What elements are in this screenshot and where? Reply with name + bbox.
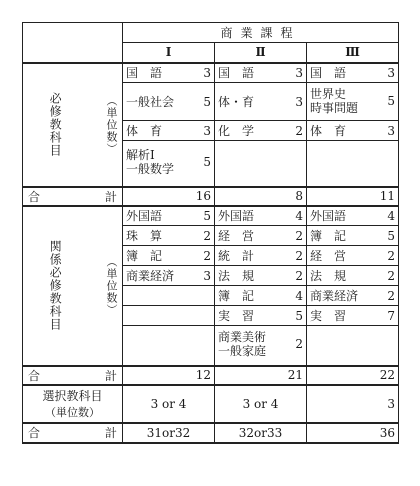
course-title: 商業課程 bbox=[123, 23, 399, 43]
s2-units: 2 bbox=[295, 337, 303, 352]
section2-label-main: 関係必修教科目 bbox=[48, 240, 63, 331]
s1-units: 2 bbox=[295, 123, 303, 138]
s2-cell bbox=[123, 226, 215, 246]
s1-total-label-a: 合 bbox=[28, 189, 41, 204]
s2-cell bbox=[215, 286, 307, 306]
s1-cell bbox=[123, 141, 215, 187]
grand-total-value: 36 bbox=[307, 423, 399, 443]
grand-total-value: 32or33 bbox=[215, 423, 307, 443]
elective-label-sub: （単位数） bbox=[45, 406, 100, 419]
col-header-1: Ⅰ bbox=[123, 43, 215, 63]
s2-units: 3 bbox=[203, 268, 211, 283]
s2-subject: 商業経済 bbox=[126, 269, 175, 283]
s1-units: 3 bbox=[295, 94, 303, 109]
s2-subject: 外国語 bbox=[218, 209, 255, 224]
s1-cell bbox=[123, 121, 215, 141]
s2-total: 12 bbox=[123, 366, 215, 385]
s1-units: 5 bbox=[203, 155, 211, 170]
s2-units: 2 bbox=[295, 268, 303, 283]
s2-subject: 商業経済 bbox=[310, 289, 359, 303]
s2-cell bbox=[307, 226, 399, 246]
elective-value: 3 or 4 bbox=[215, 385, 307, 423]
s2-total: 21 bbox=[215, 366, 307, 385]
s2-cell bbox=[307, 266, 399, 286]
s2-total: 22 bbox=[307, 366, 399, 385]
section1-label-main: 必修教科目 bbox=[48, 92, 63, 157]
s1-subject: 国 語 bbox=[126, 66, 163, 81]
s2-cell-empty bbox=[307, 326, 399, 366]
s1-subject: 国 語 bbox=[310, 66, 347, 81]
s2-units: 2 bbox=[203, 248, 211, 263]
s2-units: 5 bbox=[387, 228, 396, 243]
s1-subject: 化 学 bbox=[218, 124, 255, 138]
s2-subject: 実 習 bbox=[218, 309, 255, 323]
s1-cell bbox=[215, 63, 307, 83]
s1-units: 3 bbox=[203, 65, 211, 80]
s2-units: 4 bbox=[387, 208, 396, 223]
s2-subject: 実 習 bbox=[310, 309, 347, 323]
s2-cell bbox=[307, 306, 399, 326]
s1-units: 3 bbox=[387, 65, 396, 80]
grand-total-label-b: 計 bbox=[104, 426, 117, 440]
s1-total: 8 bbox=[215, 187, 307, 206]
section2-label bbox=[23, 206, 123, 366]
s2-cell bbox=[307, 246, 399, 266]
elective-label bbox=[23, 385, 123, 423]
s2-total-label-b: 計 bbox=[104, 368, 117, 383]
s1-cell bbox=[123, 63, 215, 83]
s2-cell bbox=[215, 226, 307, 246]
s2-subject: 珠 算 bbox=[126, 229, 163, 243]
s1-total: 11 bbox=[307, 187, 399, 206]
s1-cell bbox=[123, 83, 215, 121]
s2-units: 2 bbox=[295, 248, 303, 263]
s2-cell-empty bbox=[123, 306, 215, 326]
s2-total-label bbox=[23, 366, 123, 385]
s2-units: 4 bbox=[295, 288, 303, 303]
s1-cell bbox=[215, 83, 307, 121]
s2-subject: 簿 記 bbox=[218, 289, 255, 303]
s2-cell bbox=[307, 206, 399, 226]
s2-units: 7 bbox=[387, 308, 396, 323]
s1-total: 16 bbox=[123, 187, 215, 206]
s2-units: 5 bbox=[203, 208, 211, 223]
s1-cell bbox=[307, 63, 399, 83]
s1-total-label bbox=[23, 187, 123, 206]
s2-cell bbox=[307, 286, 399, 306]
s2-subject: 法 規 bbox=[310, 269, 347, 283]
s1-total-label-b: 計 bbox=[104, 189, 117, 204]
s2-units: 2 bbox=[203, 228, 211, 243]
s1-subject: 一般社会 bbox=[126, 95, 175, 109]
s2-cell bbox=[215, 326, 307, 366]
s2-subject: 外国語 bbox=[310, 209, 347, 224]
s1-subject: 国 語 bbox=[218, 66, 255, 81]
s2-units: 2 bbox=[387, 268, 396, 283]
s2-subject: 法 規 bbox=[218, 269, 255, 283]
s1-units: 3 bbox=[203, 123, 211, 138]
s2-cell bbox=[215, 266, 307, 286]
s2-subject: 経 営 bbox=[310, 249, 347, 263]
grand-total-label-a: 合 bbox=[28, 426, 41, 440]
s1-units: 5 bbox=[387, 93, 396, 108]
s2-cell bbox=[215, 246, 307, 266]
col-header-3: Ⅲ bbox=[307, 43, 399, 63]
s1-cell bbox=[215, 121, 307, 141]
s2-cell bbox=[123, 266, 215, 286]
s1-units: 3 bbox=[295, 65, 303, 80]
s2-subject: 外国語 bbox=[126, 209, 163, 224]
s1-cell-empty bbox=[215, 141, 307, 187]
s2-cell bbox=[123, 246, 215, 266]
s2-subject: 経 営 bbox=[218, 229, 255, 243]
s2-units: 5 bbox=[295, 308, 303, 323]
s1-subject: 体 育 bbox=[126, 124, 163, 138]
s2-cell-empty bbox=[123, 326, 215, 366]
s2-cell-empty bbox=[123, 286, 215, 306]
section2-label-sub: （単位数） bbox=[105, 255, 118, 316]
col-header-2: Ⅱ bbox=[215, 43, 307, 63]
s1-cell bbox=[307, 121, 399, 141]
s2-cell bbox=[215, 306, 307, 326]
s2-total-label-a: 合 bbox=[28, 368, 41, 383]
s2-subject: 商業美術 一般家庭 bbox=[218, 330, 267, 359]
s2-subject: 統 計 bbox=[218, 249, 255, 263]
s1-subject: 世界史 時事問題 bbox=[310, 86, 359, 115]
s2-cell bbox=[215, 206, 307, 226]
curriculum-table bbox=[22, 22, 399, 444]
s1-units: 3 bbox=[387, 123, 396, 138]
grand-total-value: 31or32 bbox=[123, 423, 215, 443]
s1-subject: 体 育 bbox=[310, 124, 347, 138]
s2-cell bbox=[123, 206, 215, 226]
s1-subject: 解析Ⅰ 一般数学 bbox=[126, 148, 175, 177]
section1-label bbox=[23, 63, 123, 187]
s2-units: 4 bbox=[295, 208, 303, 223]
s1-cell bbox=[307, 83, 399, 121]
s2-units: 2 bbox=[387, 248, 396, 263]
s1-cell-empty bbox=[307, 141, 399, 187]
section1-label-sub: （単位数） bbox=[105, 94, 118, 155]
s1-subject: 体・育 bbox=[218, 95, 255, 109]
s2-units: 2 bbox=[387, 288, 396, 303]
grand-total-label bbox=[23, 423, 123, 443]
elective-value: 3 bbox=[307, 385, 399, 423]
s2-units: 2 bbox=[295, 228, 303, 243]
s2-subject: 簿 記 bbox=[126, 249, 163, 263]
corner-cell bbox=[23, 23, 123, 63]
s1-units: 5 bbox=[203, 94, 211, 109]
elective-value: 3 or 4 bbox=[123, 385, 215, 423]
elective-label-main: 選択教科目 bbox=[42, 389, 103, 403]
s2-subject: 簿 記 bbox=[310, 229, 347, 243]
